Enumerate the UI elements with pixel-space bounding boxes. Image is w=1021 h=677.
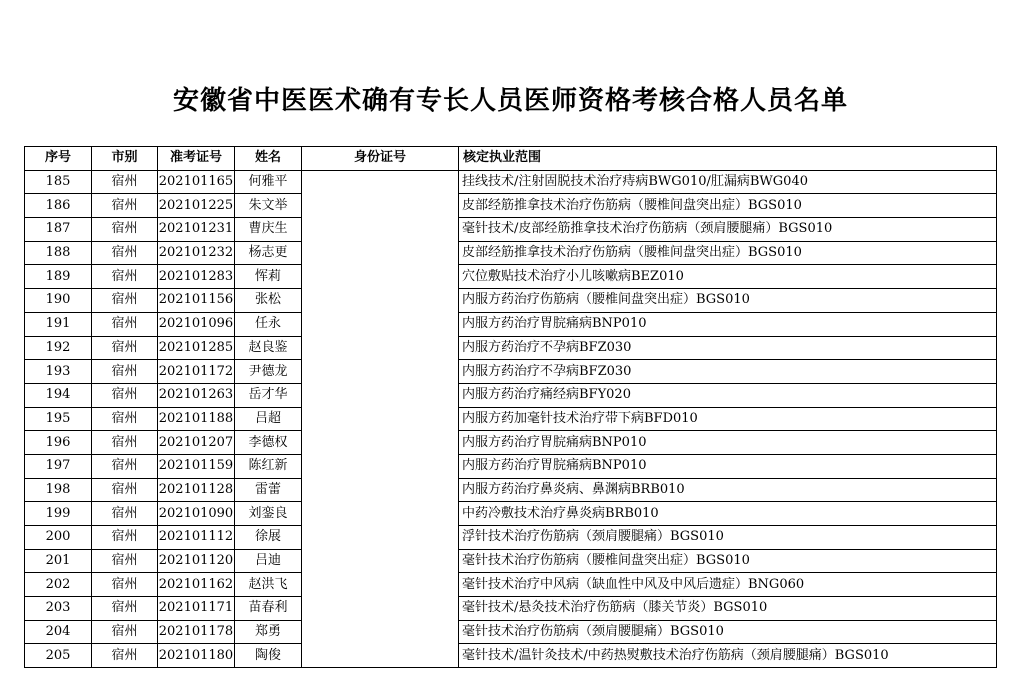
cell-no: 201 bbox=[25, 549, 92, 573]
cell-id-number bbox=[302, 573, 459, 597]
cell-name: 恽莉 bbox=[235, 265, 302, 289]
table-row bbox=[25, 526, 997, 550]
cell-no: 198 bbox=[25, 478, 92, 502]
table-row bbox=[25, 360, 997, 384]
cell-practice-scope: 毫针技术/悬灸技术治疗伤筋病（膝关节炎）BGS010 bbox=[459, 597, 997, 621]
table-row bbox=[25, 549, 997, 573]
cell-practice-scope: 挂线技术/注射固脱技术治疗痔病BWG010/肛漏病BWG040 bbox=[459, 170, 997, 194]
cell-no: 185 bbox=[25, 170, 92, 194]
cell-practice-scope: 皮部经筋推拿技术治疗伤筋病（腰椎间盘突出症）BGS010 bbox=[459, 194, 997, 218]
cell-exam-number: 202101162 bbox=[158, 573, 235, 597]
cell-city: 宿州 bbox=[92, 383, 158, 407]
cell-id-number bbox=[302, 170, 459, 194]
cell-no: 200 bbox=[25, 526, 92, 550]
cell-no: 193 bbox=[25, 360, 92, 384]
cell-id-number bbox=[302, 360, 459, 384]
cell-exam-number: 202101231 bbox=[158, 218, 235, 242]
cell-no: 202 bbox=[25, 573, 92, 597]
cell-exam-number: 202101180 bbox=[158, 644, 235, 668]
table-row bbox=[25, 241, 997, 265]
cell-name: 朱文举 bbox=[235, 194, 302, 218]
cell-id-number bbox=[302, 289, 459, 313]
cell-practice-scope: 毫针技术/皮部经筋推拿技术治疗伤筋病（颈肩腰腿痛）BGS010 bbox=[459, 218, 997, 242]
table-body bbox=[25, 170, 997, 667]
table-row bbox=[25, 597, 997, 621]
cell-name: 岳才华 bbox=[235, 383, 302, 407]
cell-no: 192 bbox=[25, 336, 92, 360]
cell-exam-number: 202101225 bbox=[158, 194, 235, 218]
cell-id-number bbox=[302, 336, 459, 360]
cell-city: 宿州 bbox=[92, 478, 158, 502]
cell-city: 宿州 bbox=[92, 431, 158, 455]
cell-no: 203 bbox=[25, 597, 92, 621]
cell-id-number bbox=[302, 620, 459, 644]
cell-practice-scope: 穴位敷贴技术治疗小儿咳嗽病BEZ010 bbox=[459, 265, 997, 289]
cell-name: 刘銮良 bbox=[235, 502, 302, 526]
cell-no: 187 bbox=[25, 218, 92, 242]
cell-id-number bbox=[302, 597, 459, 621]
cell-exam-number: 202101171 bbox=[158, 597, 235, 621]
cell-city: 宿州 bbox=[92, 644, 158, 668]
cell-practice-scope: 内服方药治疗鼻炎病、鼻渊病BRB010 bbox=[459, 478, 997, 502]
cell-no: 199 bbox=[25, 502, 92, 526]
table-row bbox=[25, 502, 997, 526]
cell-id-number bbox=[302, 194, 459, 218]
cell-name: 尹德龙 bbox=[235, 360, 302, 384]
cell-city: 宿州 bbox=[92, 502, 158, 526]
cell-name: 张松 bbox=[235, 289, 302, 313]
table-row bbox=[25, 383, 997, 407]
cell-city: 宿州 bbox=[92, 407, 158, 431]
cell-name: 徐展 bbox=[235, 526, 302, 550]
cell-exam-number: 202101178 bbox=[158, 620, 235, 644]
cell-practice-scope: 皮部经筋推拿技术治疗伤筋病（腰椎间盘突出症）BGS010 bbox=[459, 241, 997, 265]
cell-exam-number: 202101128 bbox=[158, 478, 235, 502]
cell-exam-number: 202101232 bbox=[158, 241, 235, 265]
cell-name: 郑勇 bbox=[235, 620, 302, 644]
cell-exam-number: 202101156 bbox=[158, 289, 235, 313]
cell-name: 李德权 bbox=[235, 431, 302, 455]
cell-practice-scope: 内服方药治疗伤筋病（腰椎间盘突出症）BGS010 bbox=[459, 289, 997, 313]
cell-exam-number: 202101090 bbox=[158, 502, 235, 526]
cell-city: 宿州 bbox=[92, 241, 158, 265]
cell-city: 宿州 bbox=[92, 454, 158, 478]
cell-city: 宿州 bbox=[92, 218, 158, 242]
cell-city: 宿州 bbox=[92, 360, 158, 384]
cell-no: 196 bbox=[25, 431, 92, 455]
cell-id-number bbox=[302, 644, 459, 668]
table-row bbox=[25, 218, 997, 242]
table-row bbox=[25, 289, 997, 313]
cell-id-number bbox=[302, 265, 459, 289]
table-row bbox=[25, 620, 997, 644]
cell-exam-number: 202101283 bbox=[158, 265, 235, 289]
cell-exam-number: 202101096 bbox=[158, 312, 235, 336]
cell-practice-scope: 浮针技术治疗伤筋病（颈肩腰腿痛）BGS010 bbox=[459, 526, 997, 550]
cell-exam-number: 202101285 bbox=[158, 336, 235, 360]
cell-city: 宿州 bbox=[92, 170, 158, 194]
cell-practice-scope: 毫针技术治疗伤筋病（颈肩腰腿痛）BGS010 bbox=[459, 620, 997, 644]
cell-name: 吕迪 bbox=[235, 549, 302, 573]
cell-id-number bbox=[302, 478, 459, 502]
cell-id-number bbox=[302, 241, 459, 265]
cell-id-number bbox=[302, 407, 459, 431]
cell-exam-number: 202101112 bbox=[158, 526, 235, 550]
cell-city: 宿州 bbox=[92, 549, 158, 573]
cell-name: 赵良鉴 bbox=[235, 336, 302, 360]
cell-practice-scope: 内服方药治疗胃脘痛病BNP010 bbox=[459, 431, 997, 455]
table-row bbox=[25, 573, 997, 597]
column-header-city: 市别 bbox=[92, 147, 158, 171]
table-row bbox=[25, 454, 997, 478]
cell-no: 189 bbox=[25, 265, 92, 289]
cell-no: 195 bbox=[25, 407, 92, 431]
cell-id-number bbox=[302, 312, 459, 336]
cell-exam-number: 202101263 bbox=[158, 383, 235, 407]
cell-city: 宿州 bbox=[92, 597, 158, 621]
cell-id-number bbox=[302, 431, 459, 455]
cell-exam-number: 202101188 bbox=[158, 407, 235, 431]
cell-city: 宿州 bbox=[92, 312, 158, 336]
cell-practice-scope: 内服方药治疗胃脘痛病BNP010 bbox=[459, 312, 997, 336]
cell-city: 宿州 bbox=[92, 265, 158, 289]
cell-practice-scope: 内服方药治疗胃脘痛病BNP010 bbox=[459, 454, 997, 478]
cell-name: 陶俊 bbox=[235, 644, 302, 668]
column-header-id-number: 身份证号 bbox=[302, 147, 459, 171]
cell-exam-number: 202101120 bbox=[158, 549, 235, 573]
column-header-no: 序号 bbox=[25, 147, 92, 171]
column-header-exam-number: 准考证号 bbox=[158, 147, 235, 171]
cell-practice-scope: 中药冷敷技术治疗鼻炎病BRB010 bbox=[459, 502, 997, 526]
cell-practice-scope: 内服方药治疗不孕病BFZ030 bbox=[459, 360, 997, 384]
cell-name: 苗春利 bbox=[235, 597, 302, 621]
table-row bbox=[25, 644, 997, 668]
cell-id-number bbox=[302, 549, 459, 573]
cell-no: 191 bbox=[25, 312, 92, 336]
cell-city: 宿州 bbox=[92, 336, 158, 360]
table-row bbox=[25, 336, 997, 360]
column-header-name: 姓名 bbox=[235, 147, 302, 171]
table-row bbox=[25, 407, 997, 431]
cell-name: 陈红新 bbox=[235, 454, 302, 478]
cell-practice-scope: 毫针技术治疗中风病（缺血性中风及中风后遗症）BNG060 bbox=[459, 573, 997, 597]
cell-name: 何雅平 bbox=[235, 170, 302, 194]
cell-id-number bbox=[302, 502, 459, 526]
cell-city: 宿州 bbox=[92, 194, 158, 218]
cell-city: 宿州 bbox=[92, 573, 158, 597]
cell-exam-number: 202101172 bbox=[158, 360, 235, 384]
table-row bbox=[25, 170, 997, 194]
cell-no: 188 bbox=[25, 241, 92, 265]
cell-name: 雷蕾 bbox=[235, 478, 302, 502]
cell-city: 宿州 bbox=[92, 289, 158, 313]
cell-practice-scope: 内服方药治疗不孕病BFZ030 bbox=[459, 336, 997, 360]
cell-practice-scope: 内服方药加毫针技术治疗带下病BFD010 bbox=[459, 407, 997, 431]
table-row bbox=[25, 265, 997, 289]
cell-id-number bbox=[302, 218, 459, 242]
cell-id-number bbox=[302, 383, 459, 407]
cell-id-number bbox=[302, 526, 459, 550]
cell-exam-number: 202101165 bbox=[158, 170, 235, 194]
cell-name: 曹庆生 bbox=[235, 218, 302, 242]
page-title: 安徽省中医医术确有专长人员医师资格考核合格人员名单 bbox=[172, 86, 848, 116]
cell-practice-scope: 毫针技术治疗伤筋病（腰椎间盘突出症）BGS010 bbox=[459, 549, 997, 573]
column-header-practice-scope: 核定执业范围 bbox=[459, 147, 997, 171]
cell-name: 赵洪飞 bbox=[235, 573, 302, 597]
cell-name: 任永 bbox=[235, 312, 302, 336]
cell-no: 190 bbox=[25, 289, 92, 313]
cell-no: 194 bbox=[25, 383, 92, 407]
table-header-row bbox=[25, 147, 997, 171]
cell-no: 197 bbox=[25, 454, 92, 478]
table-row bbox=[25, 478, 997, 502]
cell-name: 杨志更 bbox=[235, 241, 302, 265]
cell-id-number bbox=[302, 454, 459, 478]
cell-exam-number: 202101159 bbox=[158, 454, 235, 478]
cell-no: 204 bbox=[25, 620, 92, 644]
cell-city: 宿州 bbox=[92, 620, 158, 644]
cell-no: 205 bbox=[25, 644, 92, 668]
cell-exam-number: 202101207 bbox=[158, 431, 235, 455]
cell-practice-scope: 毫针技术/温针灸技术/中药热熨敷技术治疗伤筋病（颈肩腰腿痛）BGS010 bbox=[459, 644, 997, 668]
table-row bbox=[25, 312, 997, 336]
qualified-personnel-table bbox=[24, 146, 997, 668]
cell-name: 吕超 bbox=[235, 407, 302, 431]
cell-city: 宿州 bbox=[92, 526, 158, 550]
cell-practice-scope: 内服方药治疗痛经病BFY020 bbox=[459, 383, 997, 407]
cell-no: 186 bbox=[25, 194, 92, 218]
table-row bbox=[25, 431, 997, 455]
table-row bbox=[25, 194, 997, 218]
